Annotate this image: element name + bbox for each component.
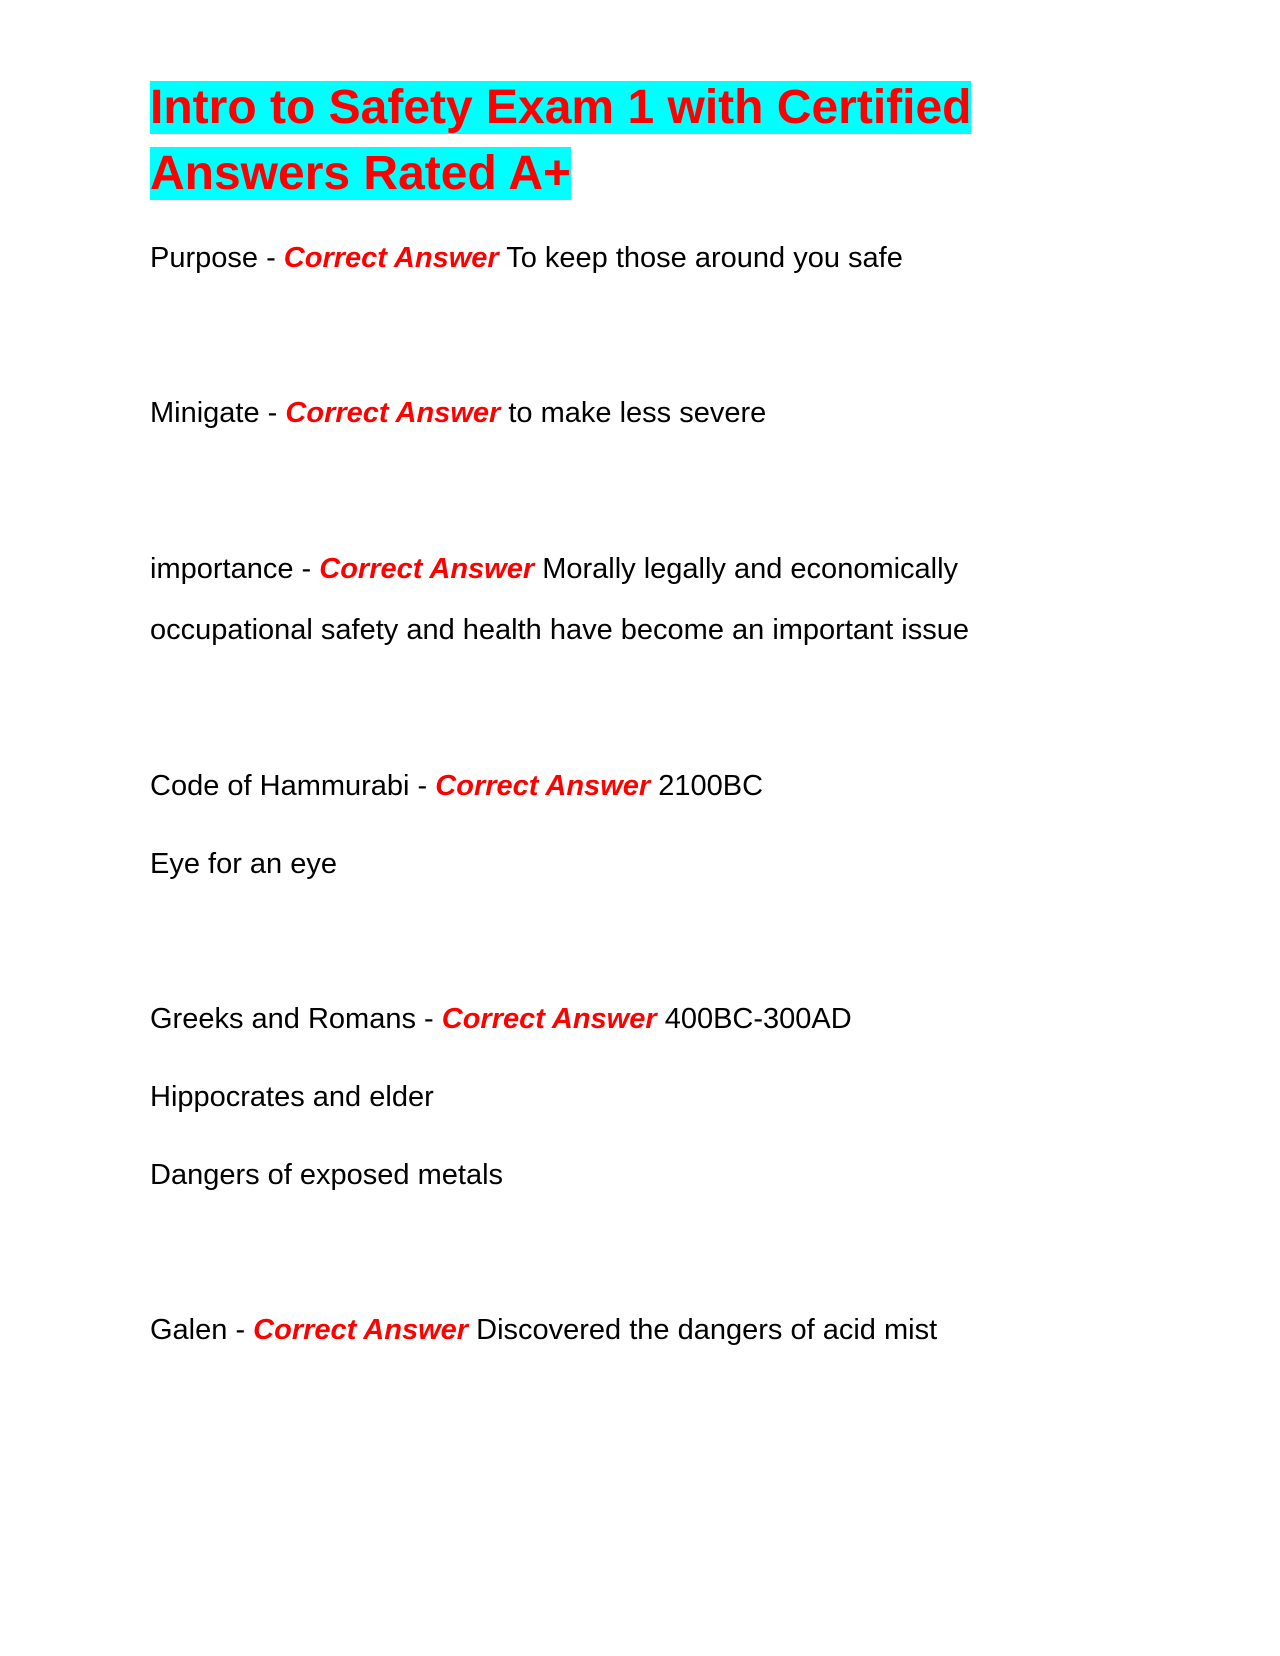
entry-term: importance	[150, 553, 294, 585]
correct-answer-label: Correct Answer	[319, 553, 535, 585]
entry-extra-line: Hippocrates and elder	[150, 1081, 434, 1113]
entry-code-of-hammurabi	[150, 768, 763, 804]
entry-extra-line: Eye for an eye	[150, 848, 337, 880]
entry-minigate	[150, 395, 766, 431]
title-line-2: Answers Rated A+	[150, 147, 572, 200]
entry-separator: -	[227, 1314, 254, 1346]
correct-answer-label: Correct Answer	[283, 242, 499, 274]
correct-answer-label: Correct Answer	[285, 397, 501, 429]
document-title	[150, 75, 1150, 207]
entry-answer: 400BC-300AD	[664, 1003, 852, 1035]
entry-separator: -	[409, 770, 436, 802]
correct-answer-label: Correct Answer	[253, 1314, 469, 1346]
entry-term: Purpose	[150, 242, 259, 274]
entry-answer: To keep those around you safe	[506, 242, 903, 274]
entry-term: Greeks and Romans	[150, 1003, 416, 1035]
entry-purpose	[150, 240, 903, 276]
correct-answer-label: Correct Answer	[435, 770, 651, 802]
entry-answer: Morally legally and economically	[542, 553, 959, 585]
correct-answer-label: Correct Answer	[441, 1003, 657, 1035]
entry-answer: to make less severe	[508, 397, 767, 429]
entry-importance	[150, 551, 958, 587]
title-line-1: Intro to Safety Exam 1 with Certified	[150, 81, 972, 134]
entry-greeks-and-romans	[150, 1001, 852, 1037]
entry-term: Galen	[150, 1314, 228, 1346]
entry-separator: -	[259, 397, 286, 429]
entry-answer: Discovered the dangers of acid mist	[476, 1314, 938, 1346]
entry-separator: -	[415, 1003, 442, 1035]
entry-importance-continuation: occupational safety and health have become an important issue	[150, 614, 969, 646]
entry-galen	[150, 1312, 937, 1348]
entry-answer: 2100BC	[658, 770, 764, 802]
entry-extra-line: Dangers of exposed metals	[150, 1159, 504, 1191]
entry-separator: -	[293, 553, 320, 585]
entry-separator: -	[258, 242, 284, 274]
entry-term: Minigate	[150, 397, 260, 429]
entry-term: Code of Hammurabi	[150, 770, 410, 802]
